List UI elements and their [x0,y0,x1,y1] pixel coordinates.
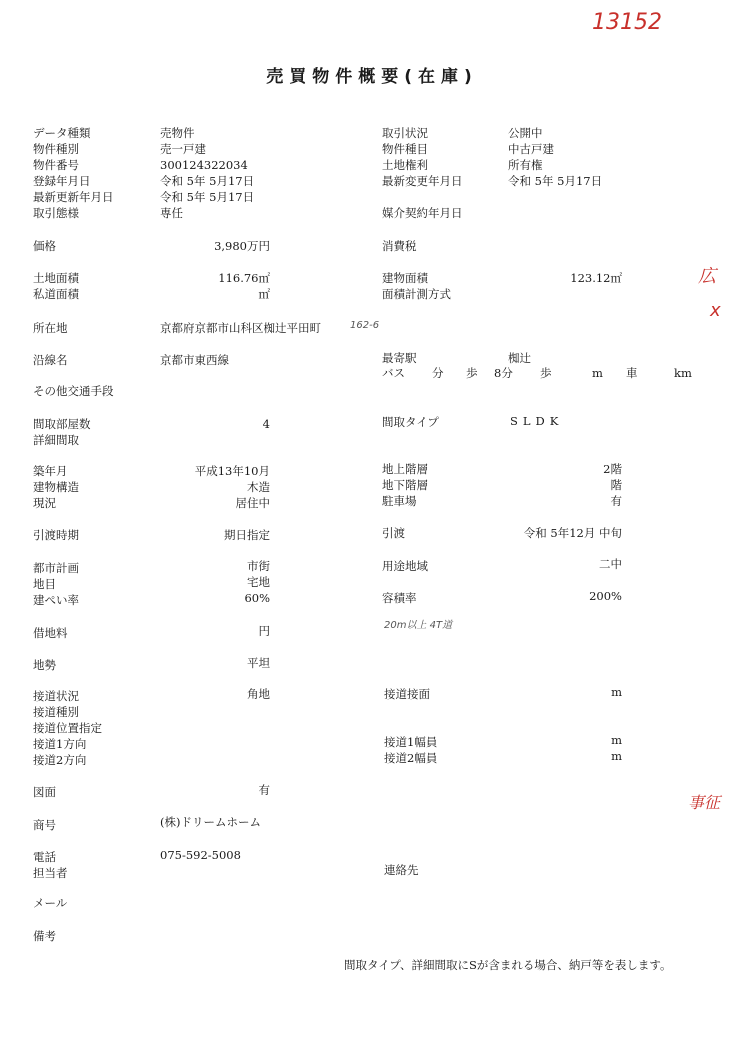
label-road-direction-1: 接道1方向 [33,737,87,751]
value-land-area: 116.76㎡ [218,271,270,285]
label-floors-above: 地上階層 [382,462,428,476]
label-transaction-mode: 取引態様 [33,206,79,220]
value-road-width-1: m [611,733,622,747]
value-transaction-mode: 専任 [160,206,183,220]
label-nearest-station: 最寄駅 [382,351,417,365]
value-handover: 令和 5年12月 中旬 [523,526,622,540]
value-land-rights: 所有権 [508,158,543,172]
label-city-planning: 都市計画 [33,561,79,575]
label-phone: 電話 [33,850,56,864]
handwritten-mark-c: 事征 [688,793,721,812]
label-land-category: 地目 [33,577,56,591]
value-road-width-2: m [611,749,622,763]
pencil-lot-number: 162-6 [350,320,380,331]
label-road-width-1: 接道1幅員 [384,735,438,749]
handwritten-number: 13152 [592,10,662,35]
pencil-road-note: 20m以上 4T道 [384,620,453,631]
label-land-area: 土地面積 [33,271,79,285]
label-building-area: 建物面積 [382,271,428,285]
label-car: 車 [626,366,638,380]
value-city-planning: 市街 [247,559,270,573]
label-brokerage-date: 媒介契約年月日 [382,206,463,220]
label-drawing: 図面 [33,785,56,799]
label-walk-2: 歩 [540,366,552,380]
label-current-status: 現況 [33,496,56,510]
value-latest-update-date: 令和 5年 5月17日 [160,190,255,204]
label-contact-person: 担当者 [33,866,68,880]
value-handover-timing: 期日指定 [224,528,270,542]
label-private-road-area: 私道面積 [33,287,79,301]
label-consumption-tax: 消費税 [382,239,417,253]
value-nearest-station: 椥辻 [508,351,531,365]
value-use-district: 二中 [599,557,622,571]
label-land-rights: 土地権利 [382,158,428,172]
value-phone: 075-592-5008 [160,848,241,862]
label-built-date: 築年月 [33,464,68,478]
value-terrain: 平坦 [247,656,270,670]
value-parking: 有 [610,494,622,508]
value-latest-change-date: 令和 5年 5月17日 [508,174,603,188]
label-coverage-ratio: 建ぺい率 [33,593,79,607]
label-handover: 引渡 [382,526,405,540]
label-road-position: 接道位置指定 [33,721,102,735]
label-road-type: 接道種別 [33,705,79,719]
label-transaction-status: 取引状況 [382,126,428,140]
label-room-count: 間取部屋数 [33,417,91,431]
value-room-count: 4 [262,417,270,431]
label-km: km [674,366,692,380]
label-structure: 建物構造 [33,480,79,494]
label-floors-below: 地下階層 [382,478,428,492]
label-ground-rent: 借地料 [33,626,68,640]
value-railway-line: 京都市東西線 [160,353,229,367]
label-price: 価格 [33,239,56,253]
label-other-transport: その他交通手段 [33,384,114,398]
label-detailed-layout: 詳細間取 [33,433,79,447]
value-walk-time: 8分 [494,366,513,380]
label-registration-date: 登録年月日 [33,174,91,188]
label-road-direction-2: 接道2方向 [33,753,87,767]
label-floor-area-ratio: 容積率 [382,591,417,605]
label-location: 所在地 [33,321,68,335]
label-railway-line: 沿線名 [33,353,68,367]
label-meters: m [592,366,603,380]
label-bus-min: 分 [432,366,444,380]
value-layout-type: SLDK [510,414,564,428]
value-property-item: 中古戸建 [508,142,554,156]
value-transaction-status: 公開中 [508,126,543,140]
label-latest-change-date: 最新変更年月日 [382,174,463,188]
value-price: 3,980万円 [214,239,270,253]
value-road-status: 角地 [247,687,270,701]
value-property-type: 売一戸建 [160,142,206,156]
value-trade-name: (株)ドリームホーム [160,815,261,829]
label-trade-name: 商号 [33,818,56,832]
footer-note: 間取タイプ、詳細間取にSが含まれる場合、納戸等を表します。 [344,958,672,972]
value-data-type: 売物件 [160,126,195,140]
label-property-number: 物件番号 [33,158,79,172]
label-terrain: 地勢 [33,658,56,672]
label-data-type: データ種類 [33,126,91,140]
value-built-date: 平成13年10月 [194,464,270,478]
label-bus: バス [382,366,405,380]
value-land-category: 宅地 [247,575,270,589]
value-property-number: 300124322034 [160,158,248,172]
label-email: メール [33,896,68,910]
handwritten-mark-a: 広 [698,266,716,287]
value-ground-rent: 円 [258,624,270,638]
label-property-type: 物件種別 [33,142,79,156]
value-road-frontage: m [611,685,622,699]
value-drawing: 有 [258,783,270,797]
value-registration-date: 令和 5年 5月17日 [160,174,255,188]
label-walk-1: 歩 [466,366,478,380]
document-title: 売買物件概要(在庫) [266,67,478,87]
value-floors-below: 階 [610,478,622,492]
value-building-area: 123.12㎡ [570,271,622,285]
label-property-item: 物件種目 [382,142,428,156]
label-parking: 駐車場 [382,494,417,508]
value-structure: 木造 [247,480,270,494]
label-handover-timing: 引渡時期 [33,528,79,542]
handwritten-mark-b: x [710,300,721,321]
value-floors-above: 2階 [603,462,622,476]
label-road-width-2: 接道2幅員 [384,751,438,765]
value-location: 京都府京都市山科区椥辻平田町 [160,321,321,335]
label-remarks: 備考 [33,929,56,943]
value-floor-area-ratio: 200% [589,589,622,603]
label-road-status: 接道状況 [33,689,79,703]
label-road-frontage: 接道接面 [384,687,430,701]
label-area-method: 面積計測方式 [382,287,451,301]
value-current-status: 居住中 [235,496,270,510]
value-coverage-ratio: 60% [244,591,270,605]
value-private-road-area: ㎡ [258,287,270,301]
label-layout-type: 間取タイプ [382,415,439,429]
label-use-district: 用途地域 [382,559,428,573]
label-contact: 連絡先 [384,863,419,877]
label-latest-update-date: 最新更新年月日 [33,190,114,204]
